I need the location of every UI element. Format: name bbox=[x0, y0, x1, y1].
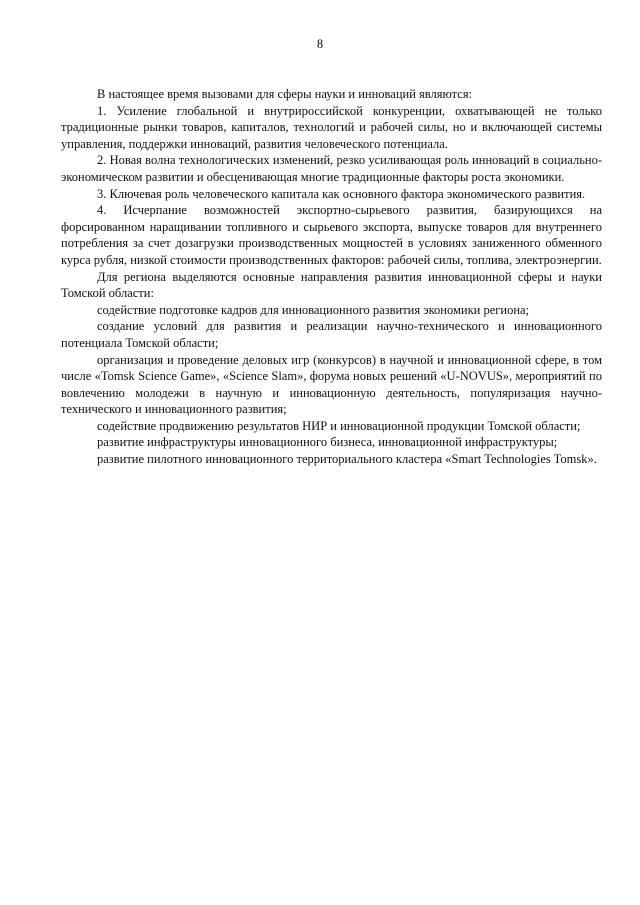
paragraph-challenges-intro: В настоящее время вызовами для сферы науки и инноваций являются: bbox=[97, 87, 473, 101]
page-number: 8 bbox=[316, 37, 324, 51]
paragraph-challenge-2: 2. Новая волна технологических изменений, резко усиливающая роль инноваций в социально-экономическом развитии и обесценивающая многие традиционные факторы роста экономики. bbox=[61, 153, 602, 184]
paragraph-challenge-3: 3. Ключевая роль человеческого капитала как основного фактора экономического развития. bbox=[97, 186, 586, 201]
paragraph-directions-intro: Для региона выделяются основные направления развития инновационной сферы и науки Томской области: bbox=[61, 269, 602, 301]
paragraph-direction-personnel: содействие подготовке кадров для инновационного развития экономики региона; bbox=[97, 302, 530, 317]
paragraph-direction-infrastructure: развитие инфраструктуры инновационного бизнеса, инновационной инфраструктуры; bbox=[97, 435, 558, 450]
paragraph-challenge-1: 1. Усиление глобальной и внутрироссийской конкуренции, охватывающей не только традиционные рынки товаров, капиталов, технологий и рабочей силы, но и включающей системы управления, поддержки инноваций, развития человеческого потенциала. bbox=[61, 103, 602, 151]
paragraph-direction-cluster: развитие пилотного инновационного территориального кластера «Smart Technologies Tomsk». bbox=[97, 452, 597, 467]
paragraph-direction-promotion: содействие продвижению результатов НИР и инновационной продукции Томской области; bbox=[97, 418, 581, 433]
paragraph-direction-conditions: создание условий для развития и реализации научно-технического и инновационного потенциала Томской области; bbox=[61, 319, 602, 350]
paragraph-direction-games: организация и проведение деловых игр (конкурсов) в научной и инновационной сфере, в том числе «Tomsk Science Game», «Science Slam», форума новых решений «U-NOVUS», мероприятий по вовлечению молодежи в научную и инновационную деятельность, популяризация научно-технического и инновационного развития; bbox=[61, 352, 602, 417]
paragraph-challenge-4: 4. Исчерпание возможностей экспортно-сырьевого развития, базирующихся на форсированном наращивании топливного и сырьевого экспорта, выпуске товаров для внутреннего потребления за счет дозагрузки производственных мощностей в условиях заниженного обменного курса рубля, низкой стоимости производственных факторов: рабочей силы, топлива, электроэнергии. bbox=[61, 203, 602, 267]
document-body bbox=[61, 86, 602, 468]
